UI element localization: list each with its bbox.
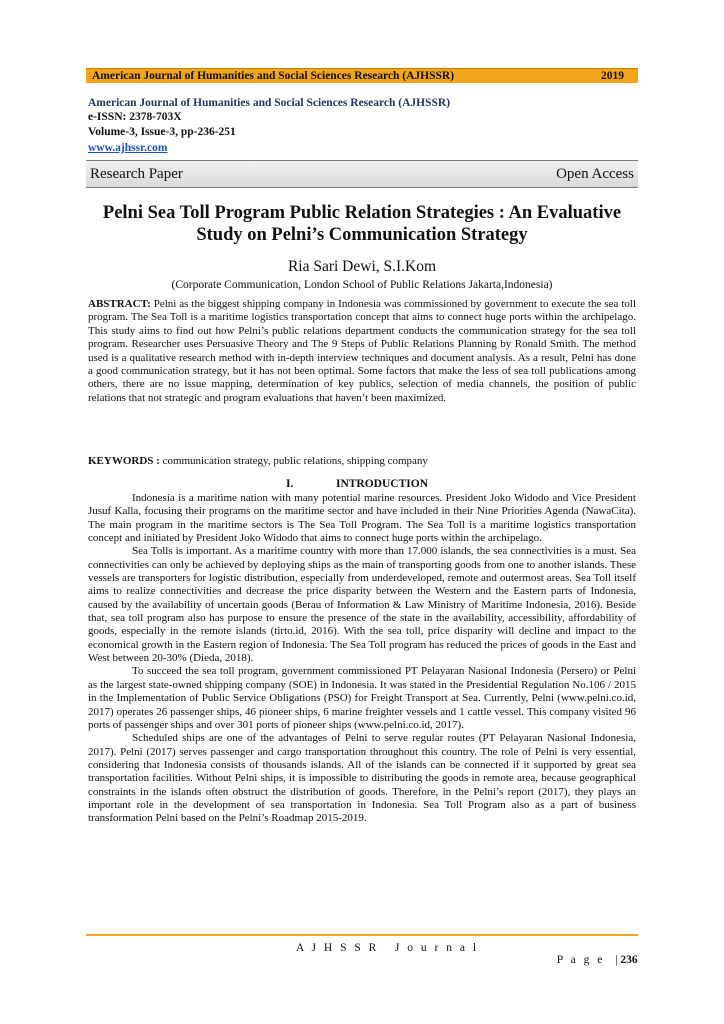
footer-journal: A J H S S R J o u r n a l — [296, 942, 479, 954]
author-affiliation: (Corporate Communication, London School of Public Relations Jakarta,Indonesia) — [171, 279, 553, 291]
masthead-volume: Volume-3, Issue-3, pp-236-251 — [88, 126, 236, 138]
introduction-body — [88, 492, 636, 826]
paper-type-band — [86, 160, 638, 188]
abstract-text: Pelni as the biggest shipping company in Indonesia was commissioned by government to execute the sea toll program. The Sea Toll is a maritime logistics transportation concept that aims to connect huge ports within the archipelago. This study aims to find out how Pelni’s public relations department conducts the communication strategy for the sea toll program. Researcher uses Persuasive Theory and The 9 Steps of Public Relations Planning by Ronald Smith. The method used is a qualitative research method with in-depth interview techniques and document analysis. As a result, Pelni has done a good communication strategy, but it has not been optimal. Some factors that make the less of sea toll publications among others, there are no issue mapping, determination of key publics, selection of media channels, the position of public relations that not strategic and program evaluations that haven’t been maximized. — [88, 298, 637, 404]
keywords-label: KEYWORDS : — [88, 455, 160, 467]
running-header-journal: American Journal of Humanities and Social Sciences Research (AJHSSR) — [92, 70, 455, 82]
footer-rule — [86, 934, 638, 936]
body-paragraph: Sea Tolls is important. As a maritime country with more than 17.000 islands, the sea connectivities is a must. Sea connectivities can only be achieved by deploying ships as the main of transporting goods from one to another islands. These vessels are transporters for logistic distribution, especially from underdeveloped, remote and outermost areas. Sea Toll itself aims to realize connectivities and decrease the price disparity between the Western and the Eastern parts of Indonesia, caused by the availability of uncertain goods (Berau of Information & Law Ministry of Maritime Indonesia, 2016). Beside that, sea toll program also has purpose to ensure the presence of the state in the availability, accessibility, affordability of goods, especially in the remote islands (tirto.id, 2016). With the sea toll, price disparity will decline and impact to the economical growth in the Eastern region of Indonesia. The Sea Toll program has reduced the prices of goods in the East and West between 20-30% (Dieda, 2018). — [88, 545, 636, 665]
body-paragraph: Scheduled ships are one of the advantages of Pelni to serve regular routes (PT Pelayaran Nasional Indonesia, 2017). Pelni (2017) serves passenger and cargo transportation throughout this country. The role of Pelni is very essential, considering that Indonesia consists of thousands islands. All of the islands can be connected if it supported by great sea transportation facilities. Without Pelni ships, it is impossible to distributing the goods in remote area, because geographical constraints in the islands often obstruct the distribution of goods. Therefore, in the Pelni’s report (2017), they plays an important role in the development of sea transportation in Indonesia. Sea Toll Program also as a part of business transformation Pelni based on the Pelni’s Roadmap 2015-2019. — [88, 732, 636, 825]
abstract-label: ABSTRACT: — [88, 298, 151, 310]
footer-page — [546, 942, 638, 966]
paper-title — [70, 202, 654, 246]
journal-url-link[interactable]: www.ajhssr.com — [88, 142, 168, 154]
running-header — [86, 68, 638, 83]
masthead-journal: American Journal of Humanities and Social Sciences Research (AJHSSR) — [88, 97, 451, 109]
paper-title-line-2: Study on Pelni’s Communication Strategy — [196, 225, 528, 245]
section-title: INTRODUCTION — [335, 478, 428, 490]
body-paragraph: To succeed the sea toll program, government commissioned PT Pelayaran Nasional Indonesia (Persero) or Pelni as the largest state-owned shipping company (SOE) in Indonesia. It was stated in the Presidential Regulation No.106 / 2015 in the Implementation of Public Service Obligations (PSO) for Freight Transport at Sea. Currently, Pelni (www.pelni.co.id, 2017) operates 26 passenger ships, 46 pioneer ships, 6 marine freighter vessels and 1 cattle vessel. This company visited 96 ports of passenger ships and over 301 ports of pioneer ships (www.pelni.co.id, 2017). — [88, 665, 636, 731]
footer-page-number: 236 — [620, 954, 638, 966]
paper-title-line-1: Pelni Sea Toll Program Public Relation Strategies : An Evaluative — [102, 203, 622, 223]
footer-page-label: P a g e | — [556, 954, 621, 966]
body-paragraph: Indonesia is a maritime nation with many potential marine resources. President Joko Widodo and Vice President Jusuf Kalla, focusing their programs on the maritime sector and have included in their Nine Priorities Agenda (NawaCita). The main program in the maritime sectors is The Sea Toll Program. The Sea Toll is a maritime logistics transportation concept and initiated by President Joko Widodo that aims to connect huge ports within the archipelago. — [88, 492, 636, 545]
keywords — [88, 455, 636, 467]
section-number: I. — [286, 478, 294, 490]
open-access-label: Open Access — [556, 166, 634, 182]
paper-type-label: Research Paper — [90, 166, 183, 182]
running-header-year: 2019 — [601, 70, 624, 82]
abstract — [88, 298, 636, 405]
author-name: Ria Sari Dewi, S.I.Kom — [287, 258, 437, 275]
keywords-text: communication strategy, public relations, shipping company — [162, 455, 428, 467]
masthead-issn: e-ISSN: 2378-703X — [88, 111, 182, 123]
